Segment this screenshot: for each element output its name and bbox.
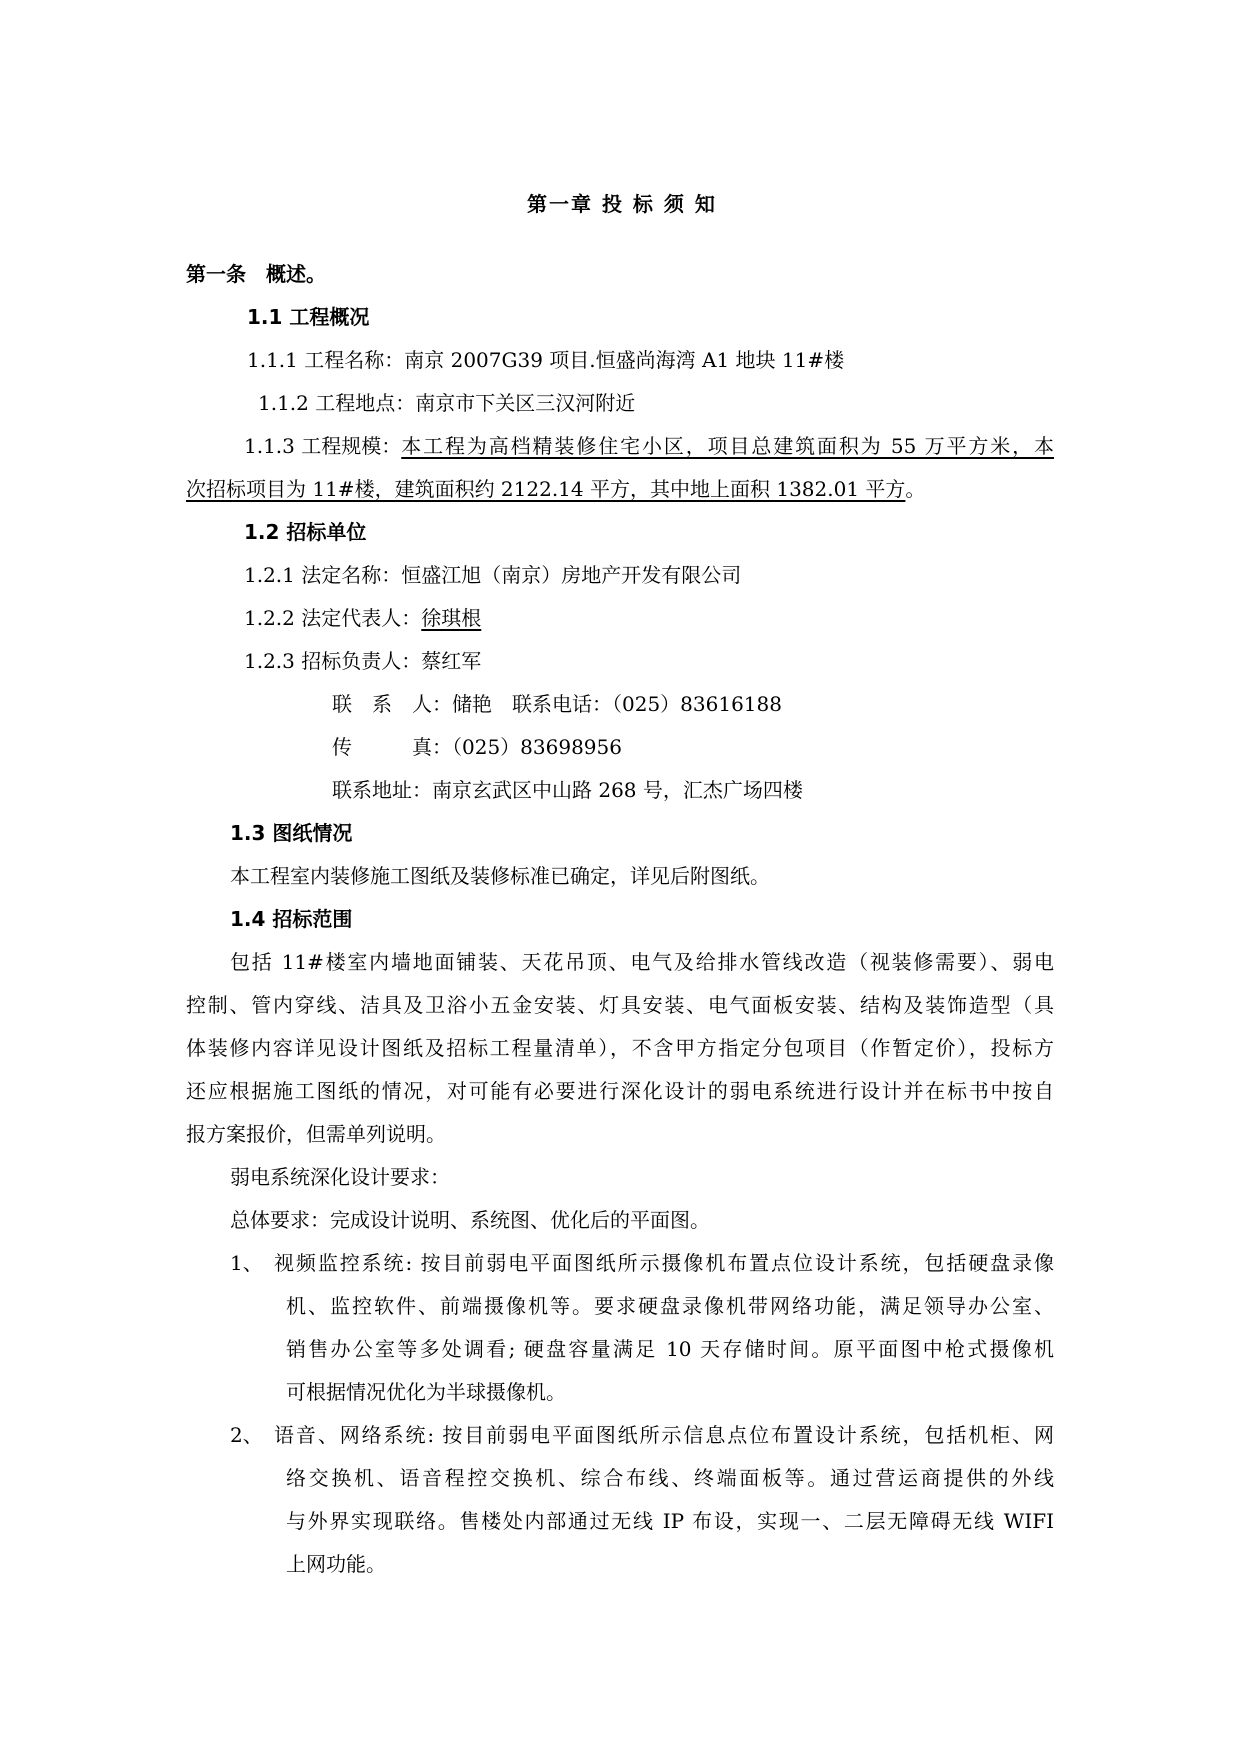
project-scale-label: 1.1.3 工程规模： — [244, 434, 402, 458]
scope-line-3: 体装修内容详见设计图纸及招标工程量清单），不含甲方指定分包项目（作暂定价），投标方 — [186, 1036, 1054, 1060]
legal-representative-value: 徐琪根 — [421, 606, 482, 630]
item-1-line-2: 机、监控软件、前端摄像机等。要求硬盘录像机带网络功能，满足领导办公室、 — [286, 1294, 1054, 1318]
section-heading-1-4: 1.4 招标范围 — [230, 907, 353, 931]
project-scale-text-cont: 次招标项目为 11#楼，建筑面积约 2122.14 平方，其中地上面积 1382.01 平方 — [186, 477, 906, 501]
item-1-number: 1、 — [230, 1251, 263, 1275]
scope-line-2: 控制、管内穿线、洁具及卫浴小五金安装、灯具安装、电气面板安装、结构及装饰造型（具 — [186, 993, 1054, 1017]
scope-line-4: 还应根据施工图纸的情况，对可能有必要进行深化设计的弱电系统进行设计并在标书中按自 — [186, 1079, 1054, 1103]
project-scale-period: 。 — [905, 477, 926, 501]
legal-name: 1.2.1 法定名称：恒盛江旭（南京）房地产开发有限公司 — [244, 563, 742, 587]
weak-current-requirements: 弱电系统深化设计要求： — [230, 1165, 450, 1189]
fax-number: 传 真：（025）83698956 — [332, 735, 622, 759]
drawings-text: 本工程室内装修施工图纸及装修标准已确定，详见后附图纸。 — [230, 864, 770, 888]
item-2-line-2: 络交换机、语音程控交换机、综合布线、终端面板等。通过营运商提供的外线 — [286, 1466, 1054, 1490]
article-heading: 第一条 概述。 — [186, 262, 326, 286]
project-scale-line1 — [244, 432, 1054, 460]
item-1-line-3: 销售办公室等多处调看; 硬盘容量满足 10 天存储时间。原平面图中枪式摄像机 — [286, 1337, 1054, 1361]
scope-line-1: 包括 11#楼室内墙地面铺装、天花吊顶、电气及给排水管线改造（视装修需要）、弱电 — [230, 950, 1054, 974]
scope-line-5: 报方案报价，但需单列说明。 — [186, 1122, 446, 1146]
item-2-line-4: 上网功能。 — [286, 1552, 386, 1576]
tender-manager: 1.2.3 招标负责人：蔡红军 — [244, 649, 482, 673]
item-2-line-3: 与外界实现联络。售楼处内部通过无线 IP 布设，实现一、二层无障碍无线 WIFI — [286, 1509, 1054, 1533]
section-heading-1-3: 1.3 图纸情况 — [230, 821, 353, 845]
project-location: 1.1.2 工程地点：南京市下关区三汉河附近 — [258, 391, 636, 415]
project-name: 1.1.1 工程名称：南京 2007G39 项目.恒盛尚海湾 A1 地块 11#楼 — [247, 348, 845, 372]
contact-person: 联 系 人：储艳 联系电话：（025）83616188 — [332, 692, 782, 716]
overall-requirements: 总体要求：完成设计说明、系统图、优化后的平面图。 — [230, 1208, 710, 1232]
project-scale-text: 本工程为高档精装修住宅小区，项目总建筑面积为 55 万平方米，本 — [401, 434, 1054, 458]
item-1-line-1: 视频监控系统: 按目前弱电平面图纸所示摄像机布置点位设计系统，包括硬盘录像 — [274, 1251, 1054, 1275]
item-2-number: 2、 — [230, 1423, 263, 1447]
chapter-title: 第一章 投 标 须 知 — [527, 192, 717, 216]
legal-representative — [244, 604, 481, 632]
contact-address: 联系地址：南京玄武区中山路 268 号，汇杰广场四楼 — [332, 778, 803, 802]
item-2-line-1: 语音、网络系统: 按目前弱电平面图纸所示信息点位布置设计系统，包括机柜、网 — [274, 1423, 1054, 1447]
project-scale-line2 — [186, 475, 925, 503]
legal-representative-label: 1.2.2 法定代表人： — [244, 606, 422, 630]
section-heading-1-1: 1.1 工程概况 — [247, 305, 370, 329]
item-1-line-4: 可根据情况优化为半球摄像机。 — [286, 1380, 566, 1404]
section-heading-1-2: 1.2 招标单位 — [244, 520, 367, 544]
